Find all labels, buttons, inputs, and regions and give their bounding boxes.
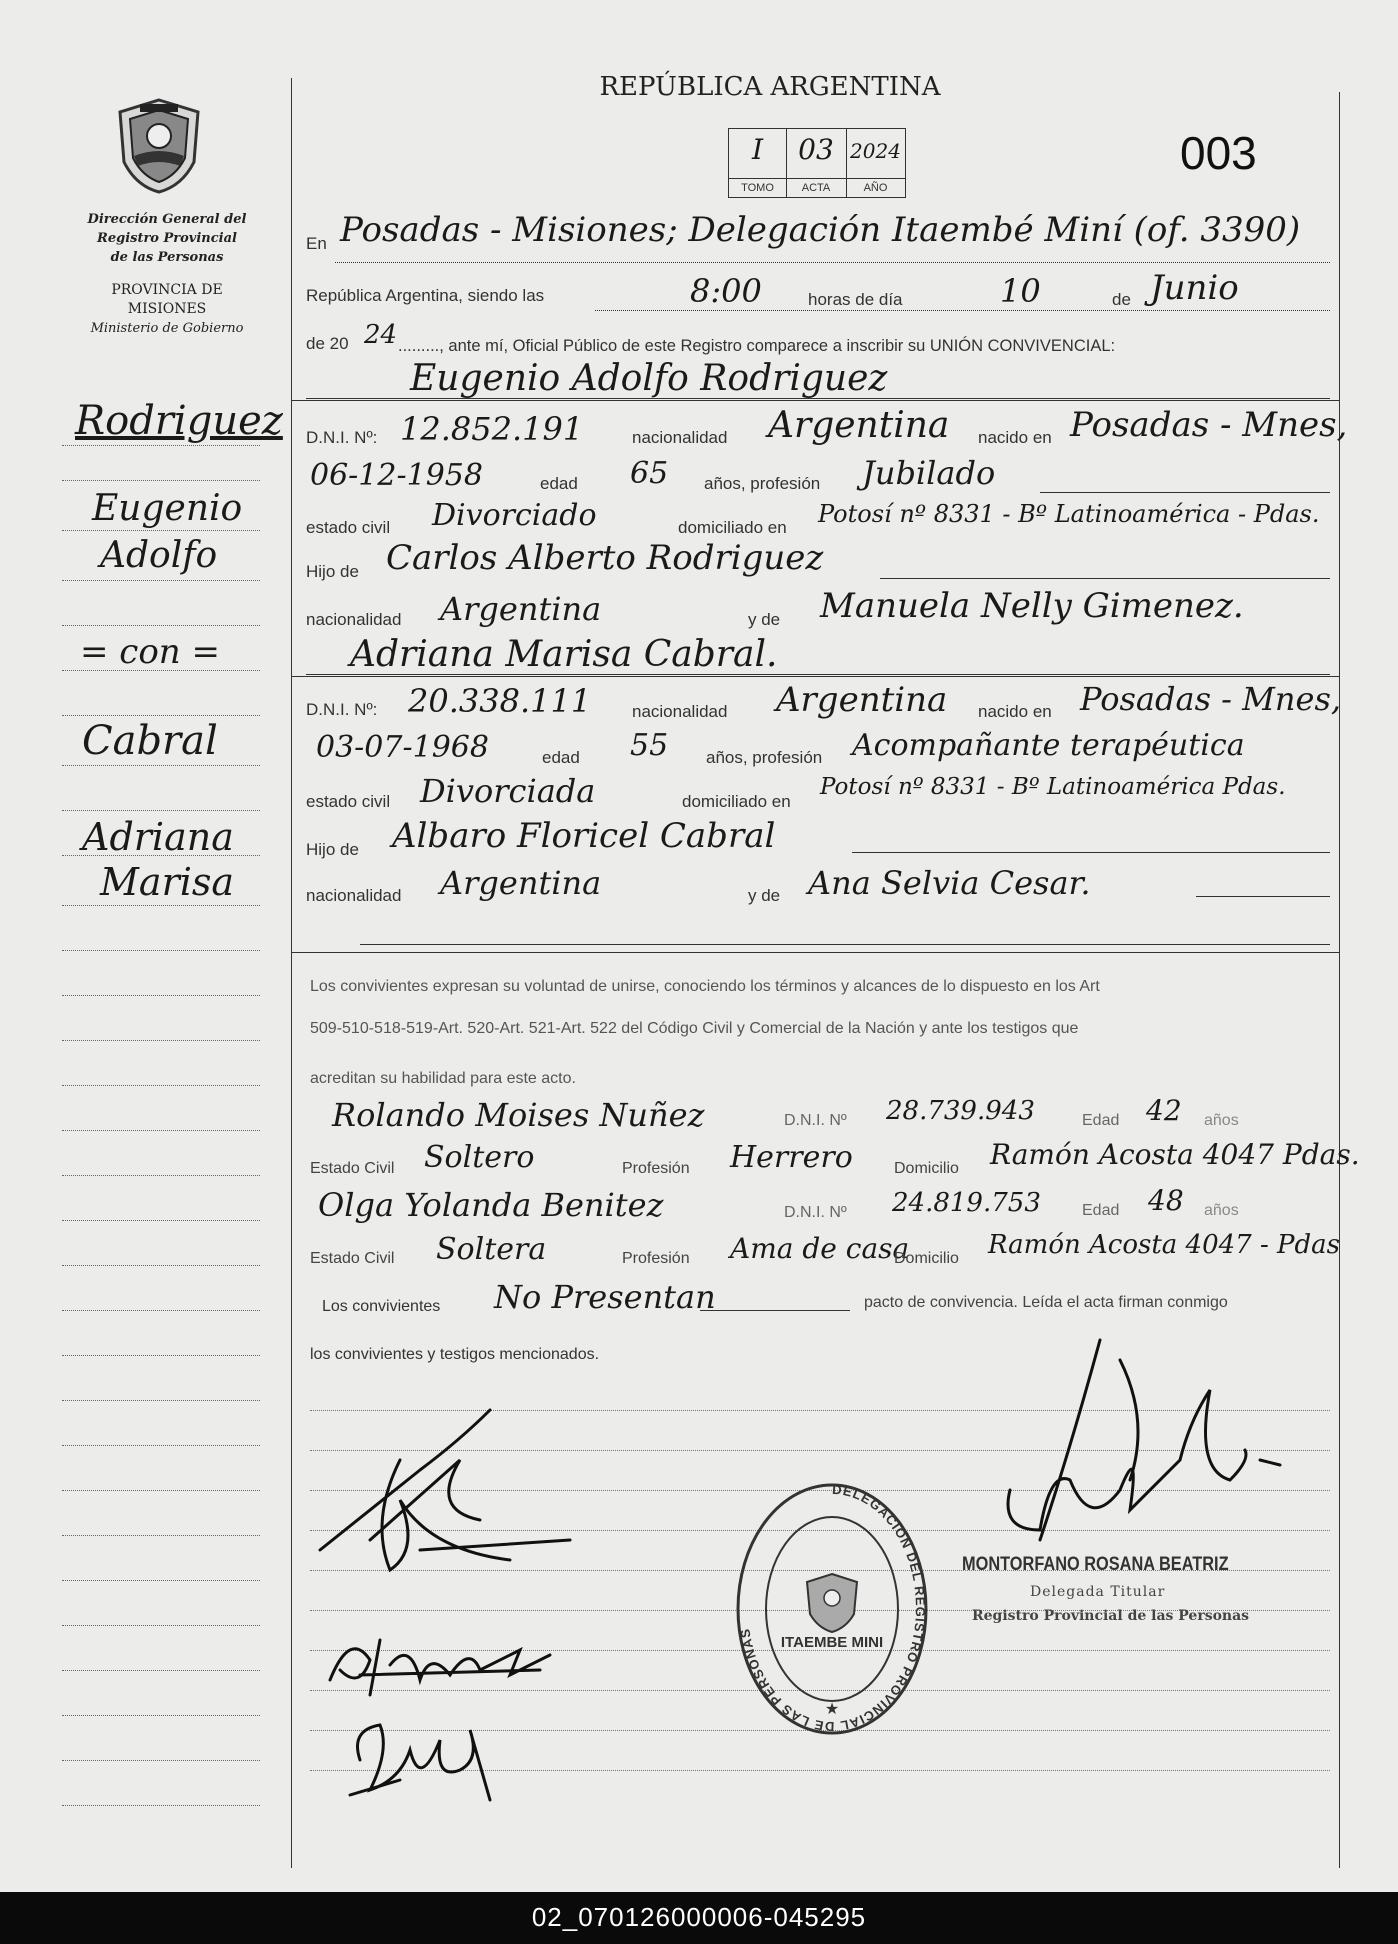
- margin-line: [62, 1175, 260, 1176]
- margin-line: [62, 1400, 260, 1401]
- anio-cell: [846, 129, 905, 197]
- margin-line: [62, 1310, 260, 1311]
- place-line: [335, 262, 1330, 263]
- margin-line: [62, 1220, 260, 1221]
- anio-label: AÑO: [846, 178, 905, 197]
- margin-line: [62, 530, 260, 531]
- margin-line: [62, 1130, 260, 1131]
- p1-mother-label: y de: [748, 610, 781, 629]
- intro-line3: ........., ante mí, Oficial Público de este Registro comparece a inscribir su UNIÓN CONVIVENCIAL:: [398, 337, 1116, 355]
- margin-line: [62, 1265, 260, 1266]
- witness2-age: 48: [1148, 1184, 1184, 1217]
- witness2-name: Olga Yolanda Benitez: [318, 1186, 664, 1224]
- margin-line: [62, 905, 260, 906]
- w2-edad-label: Edad: [1082, 1202, 1120, 1219]
- w1-civil-label: Estado Civil: [310, 1160, 395, 1177]
- closing-line2: los convivientes y testigos mencionados.: [310, 1346, 600, 1363]
- margin-line: [62, 1040, 260, 1041]
- p2-nationality: Argentina: [776, 680, 948, 720]
- margin-given-1b: Adolfo: [100, 535, 218, 576]
- section-divider: [291, 952, 1339, 953]
- margin-given-1a: Eugenio: [92, 488, 243, 529]
- w1-profesion-label: Profesión: [622, 1160, 690, 1177]
- p1-profession-label: años, profesión: [704, 474, 821, 493]
- witness1-profession: Herrero: [730, 1140, 853, 1175]
- w1-dni-label: D.N.I. Nº: [784, 1112, 847, 1129]
- witness1-address: Ramón Acosta 4047 Pdas.: [990, 1138, 1360, 1171]
- agency-line3: de las Personas: [110, 250, 224, 265]
- p1-nationality-label: nacionalidad: [632, 428, 728, 447]
- margin-divider: [291, 78, 292, 1868]
- section-divider: [291, 676, 1339, 677]
- margin-surname-2: Cabral: [82, 718, 218, 764]
- p1-profession-rule: [1040, 492, 1330, 493]
- margin-line: [62, 1625, 260, 1626]
- section-divider: [291, 400, 1339, 401]
- p2-profession: Acompañante terapéutica: [852, 728, 1245, 763]
- person1-name: Eugenio Adolfo Rodriguez: [410, 358, 888, 399]
- person2-name-rule: [306, 674, 1330, 675]
- witness2-address: Ramón Acosta 4047 - Pdas: [988, 1230, 1341, 1260]
- p1-age: 65: [630, 456, 669, 491]
- intro-place: Posadas - Misiones; Delegación Itaembé Miní (of. 3390): [340, 210, 1301, 250]
- p2-civil-status: Divorciada: [420, 772, 596, 810]
- margin-line: [62, 580, 260, 581]
- right-border: [1339, 92, 1340, 1868]
- w2-dni-label: D.N.I. Nº: [784, 1204, 847, 1221]
- w2-anios-label: años: [1204, 1202, 1239, 1219]
- ministry: Ministerio de Gobierno: [90, 321, 244, 336]
- p1-age-label: edad: [540, 474, 578, 493]
- p2-age-label: edad: [542, 748, 580, 767]
- statement-line2: 509-510-518-519-Art. 520-Art. 521-Art. 522 del Código Civil y Comercial de la Nación y ante los testigos que: [310, 1020, 1079, 1037]
- margin-con: = con =: [80, 632, 221, 672]
- p1-father-rule: [880, 578, 1330, 579]
- p2-nationality-label: nacionalidad: [632, 702, 728, 721]
- official-name: MONTORFANO ROSANA BEATRIZ: [962, 1554, 1229, 1575]
- p1-civil-label: estado civil: [306, 518, 391, 537]
- margin-line: [62, 1490, 260, 1491]
- closing-suffix: pacto de convivencia. Leída el acta firman conmigo: [864, 1294, 1228, 1311]
- margin-line: [62, 950, 260, 951]
- p2-hijo-label: Hijo de: [306, 840, 359, 859]
- stamp-star-icon: ★: [824, 1701, 840, 1718]
- document-title: REPÚBLICA ARGENTINA: [599, 72, 941, 102]
- intro-line2-prefix: República Argentina, siendo las: [306, 286, 545, 305]
- person2-name: Adriana Marisa Cabral.: [350, 634, 778, 675]
- acta-label: ACTA: [786, 178, 846, 197]
- intro-month: Junio: [1150, 268, 1239, 308]
- p2-father-rule: [852, 852, 1330, 853]
- registry-stamp: [735, 1482, 929, 1736]
- margin-line: [62, 1355, 260, 1356]
- intro-hour: 8:00: [690, 272, 762, 310]
- signature-cohabitant-1: [310, 1400, 590, 1590]
- agency-line1: Dirección General del: [87, 212, 247, 227]
- p2-mother: Ana Selvia Cesar.: [808, 864, 1091, 902]
- official-title: Delegada Titular: [1030, 1584, 1166, 1600]
- p1-father-nationality: Argentina: [440, 590, 602, 628]
- document-number: 003: [1180, 127, 1257, 179]
- w1-anios-label: años: [1204, 1112, 1239, 1129]
- w2-civil-label: Estado Civil: [310, 1250, 395, 1267]
- margin-line: [62, 810, 260, 811]
- stamp-outer-text: DELEGACION DEL REGISTRO PROVINCIAL DE LAS PERSONAS: [737, 1482, 929, 1735]
- p1-address: Potosí nº 8331 - Bº Latinoamérica - Pdas.: [818, 500, 1320, 528]
- w1-domicilio-label: Domicilio: [894, 1160, 959, 1177]
- coat-of-arms-emblem: [110, 96, 208, 196]
- witness1-age: 42: [1146, 1094, 1182, 1127]
- en-label: En: [306, 234, 327, 253]
- w1-edad-label: Edad: [1082, 1112, 1120, 1129]
- margin-line: [62, 1535, 260, 1536]
- p1-address-label: domiciliado en: [678, 518, 787, 537]
- statement-line1: Los convivientes expresan su voluntad de unirse, conociendo los términos y alcances de lo dispuesto en los Art: [310, 978, 1100, 995]
- statement-line3: acreditan su habilidad para este acto.: [310, 1070, 576, 1087]
- p2-birthplace: Posadas - Mnes,: [1080, 680, 1342, 718]
- official-office: Registro Provincial de las Personas: [972, 1608, 1250, 1624]
- p2-father-nat-label: nacionalidad: [306, 886, 402, 905]
- p2-father: Albaro Floricel Cabral: [392, 816, 776, 856]
- witness1-civil-status: Soltero: [424, 1140, 535, 1175]
- witness2-dni: 24.819.753: [892, 1188, 1041, 1218]
- intro-day: 10: [1000, 272, 1041, 310]
- p1-dni: 12.852.191: [400, 410, 584, 448]
- tomo-value: I: [751, 133, 764, 166]
- p2-father-nationality: Argentina: [440, 864, 602, 902]
- p2-civil-label: estado civil: [306, 792, 391, 811]
- acta-value: 03: [798, 133, 834, 166]
- margin-surname-1: Rodriguez: [75, 398, 283, 444]
- de-label: de: [1112, 290, 1131, 309]
- person2-end-rule: [360, 944, 1330, 945]
- p2-profession-label: años, profesión: [706, 748, 823, 767]
- closing-pact: No Presentan: [494, 1278, 716, 1316]
- margin-line: [62, 480, 260, 481]
- person1-name-rule: [306, 398, 1330, 399]
- stamp-inner-text: ITAEMBE MINI: [780, 1634, 884, 1651]
- p1-dni-label: D.N.I. Nº:: [306, 428, 378, 447]
- province-line2: MISIONES: [127, 301, 207, 317]
- witness1-dni: 28.739.943: [886, 1096, 1035, 1126]
- margin-line: [62, 625, 260, 626]
- witness2-civil-status: Soltera: [436, 1232, 547, 1267]
- p2-birthdate: 03-07-1968: [316, 730, 489, 765]
- w2-domicilio-label: Domicilio: [894, 1250, 959, 1267]
- p1-father-nat-label: nacionalidad: [306, 610, 402, 629]
- p1-father: Carlos Alberto Rodriguez: [386, 538, 824, 578]
- footer-code: 02_070126000006-045295: [531, 1902, 867, 1932]
- p2-dni: 20.338.111: [408, 682, 592, 720]
- margin-given-2a: Adriana: [82, 815, 234, 859]
- margin-line: [62, 1085, 260, 1086]
- pact-rule: [700, 1310, 850, 1311]
- tomo-label: TOMO: [729, 178, 786, 197]
- margin-given-2b: Marisa: [100, 860, 235, 904]
- p2-age: 55: [630, 728, 669, 763]
- margin-line: [62, 1445, 260, 1446]
- p1-mother: Manuela Nelly Gimenez.: [820, 586, 1244, 626]
- w2-profesion-label: Profesión: [622, 1250, 690, 1267]
- signature-official: [980, 1330, 1300, 1560]
- witness1-name: Rolando Moises Nuñez: [332, 1096, 705, 1134]
- p1-birthplace: Posadas - Mnes,: [1070, 405, 1348, 445]
- p1-nationality: Argentina: [768, 405, 950, 446]
- p1-profession: Jubilado: [862, 454, 996, 492]
- p1-hijo-label: Hijo de: [306, 562, 359, 581]
- p2-dni-label: D.N.I. Nº:: [306, 700, 378, 719]
- witness2-profession: Ama de casa: [730, 1232, 910, 1265]
- margin-line: [62, 715, 260, 716]
- p1-birthdate: 06-12-1958: [310, 458, 483, 493]
- p1-civil-status: Divorciado: [432, 498, 597, 533]
- margin-line: [62, 765, 260, 766]
- agency-line2: Registro Provincial: [97, 231, 237, 246]
- p2-mother-label: y de: [748, 886, 781, 905]
- margin-line: [62, 445, 260, 446]
- signature-witness-1: [320, 1620, 560, 1700]
- margin-line: [62, 1715, 260, 1716]
- margin-line: [62, 1670, 260, 1671]
- closing-prefix: Los convivientes: [322, 1298, 441, 1315]
- margin-line: [62, 1760, 260, 1761]
- p2-address: Potosí nº 8331 - Bº Latinoamérica Pdas.: [820, 774, 1286, 800]
- line2-rule: [595, 310, 1330, 311]
- signature-witness-2: [340, 1700, 500, 1810]
- margin-line: [62, 995, 260, 996]
- margin-line: [62, 1580, 260, 1581]
- hours-label: horas de día: [808, 290, 903, 309]
- stamp-emblem-icon: [807, 1574, 857, 1632]
- acta-cell: [786, 129, 847, 197]
- year-prefix: de 20: [306, 334, 349, 353]
- tomo-acta-anio-box: [728, 128, 906, 198]
- p1-birthplace-label: nacido en: [978, 428, 1052, 447]
- province-line1: PROVINCIA DE: [111, 282, 223, 298]
- p2-address-label: domiciliado en: [682, 792, 791, 811]
- p2-birthplace-label: nacido en: [978, 702, 1052, 721]
- agency-block: [62, 210, 272, 338]
- anio-value: 2024: [850, 139, 901, 163]
- margin-line: [62, 1805, 260, 1806]
- p2-mother-rule: [1196, 896, 1330, 897]
- tomo-cell: [729, 129, 787, 197]
- year-suffix: 24: [364, 320, 398, 350]
